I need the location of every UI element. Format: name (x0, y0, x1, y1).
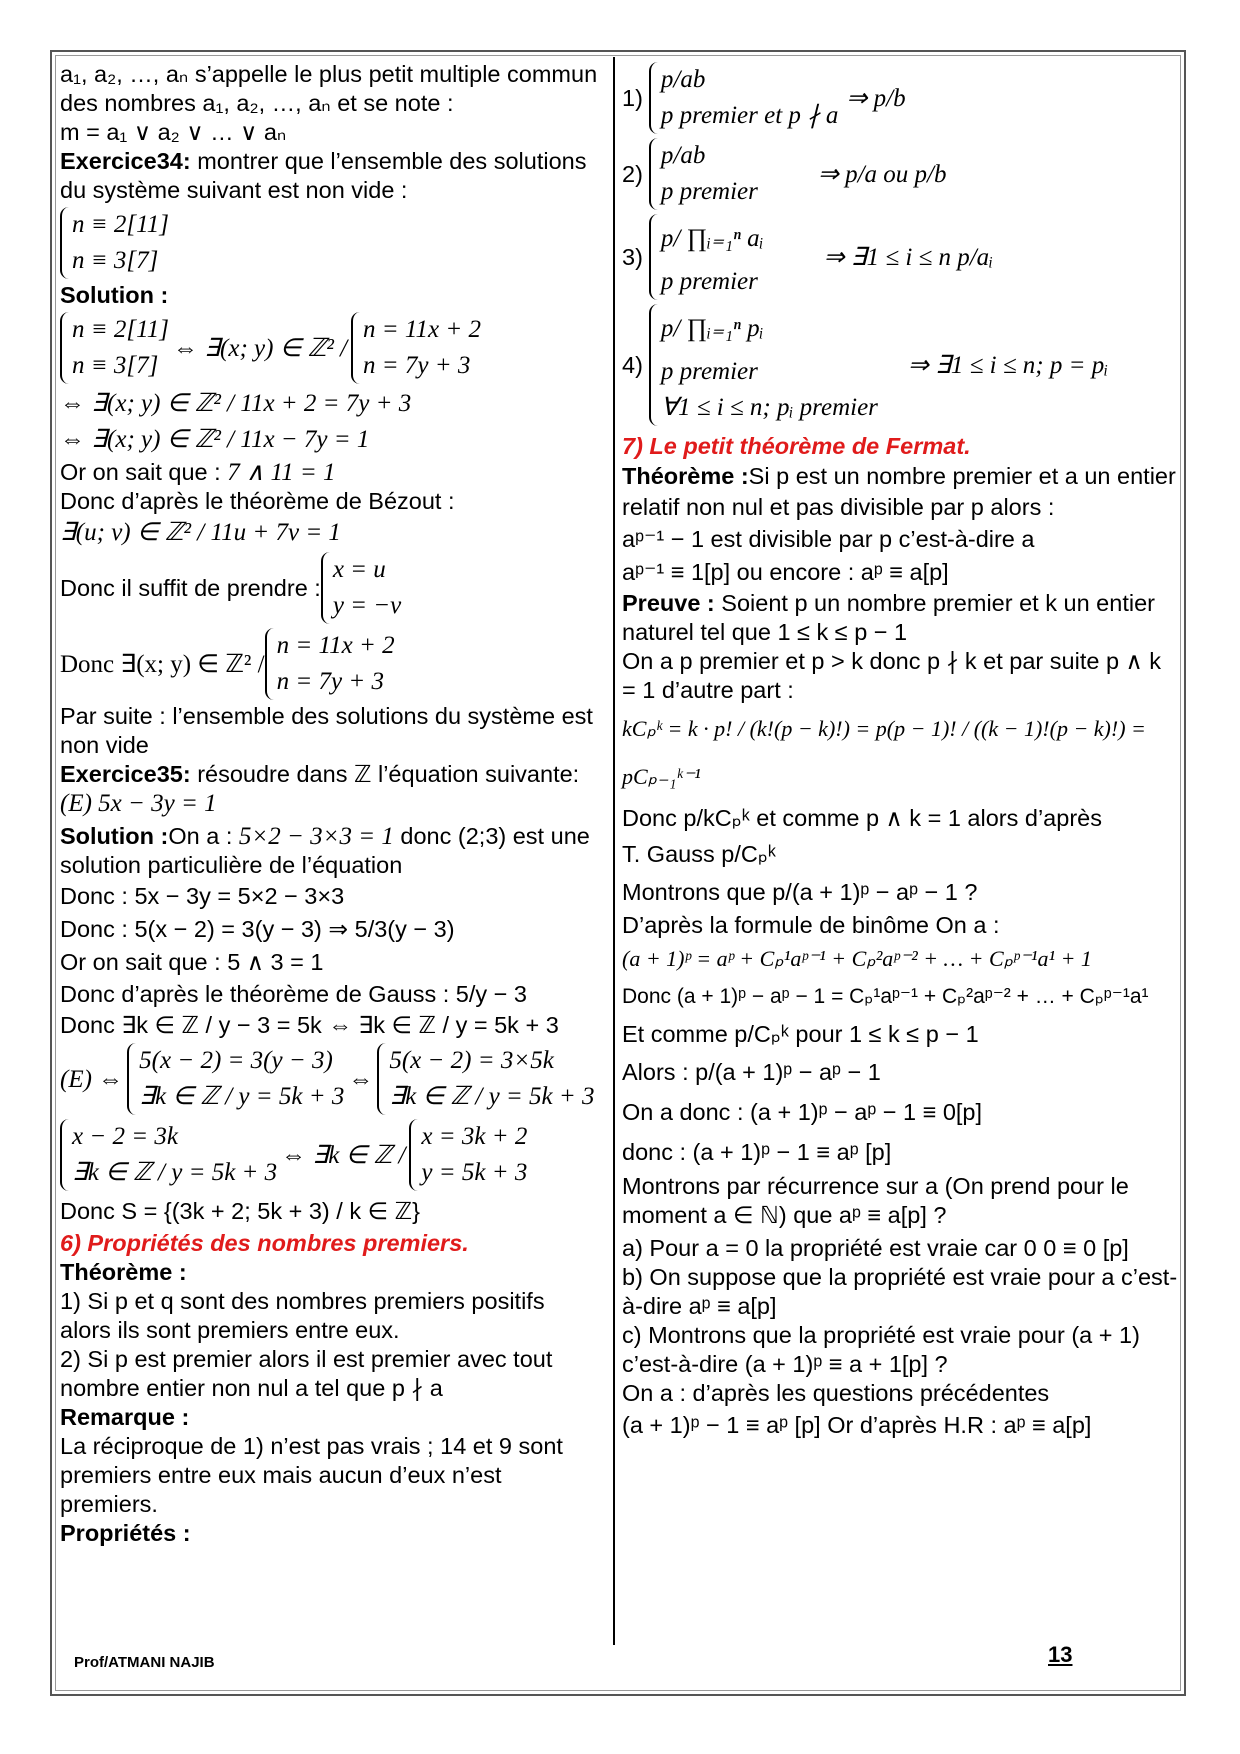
donc-line-3: Donc ∃k ∈ ℤ / y − 3 = 5k ⇔ ∃k ∈ ℤ / y = 5k + 3 (60, 1012, 559, 1038)
step-b: b) On suppose que la propriété est vraie pour a c’est-à-dire aᵖ ≡ a[p] (622, 1264, 1178, 1319)
property-4-number: 4) (622, 351, 643, 378)
fermat-line-1: aᵖ⁻¹ − 1 est divisible par p c’est-à-dire a (622, 526, 1035, 552)
e-equivalence: ⇔ (348, 1065, 374, 1093)
fermat-line-2: aᵖ⁻¹ ≡ 1[p] ou encore : aᵖ ≡ a[p] (622, 559, 949, 585)
brace (649, 62, 658, 134)
brace (377, 1043, 386, 1115)
exercise-35-text: résoudre dans ℤ l’équation suivante: (190, 761, 580, 787)
suffit-row (60, 550, 600, 626)
proof (622, 589, 1180, 647)
exercise-35-equation: (E) 5x − 3y = 1 (60, 790, 217, 817)
suffit-line1: x = u (332, 556, 386, 583)
brace (265, 628, 274, 700)
e-sys-c-line2: ∃k ∈ ℤ / y = 5k + 3 (139, 1083, 345, 1110)
property-3-line1: p/ ∏ᵢ₌₁ⁿ aᵢ (660, 225, 764, 252)
gauss-line: Donc d’après le théorème de Gauss : 5/y − 3 (60, 981, 527, 1007)
donc-line-1: Donc : 5x − 3y = 5×2 − 3×3 (60, 883, 345, 909)
solution-35-text2: donc (2;3) est une solution particulière de l’équation (60, 823, 590, 878)
exercise-35 (60, 760, 600, 818)
property-1-result: ⇒ p/b (846, 84, 906, 112)
exercise-35-title: Exercice35: (60, 761, 191, 787)
fermat-theorem (622, 461, 1180, 523)
f-sys-b-line2: y = 5k + 3 (421, 1159, 528, 1186)
coprime-fact (60, 458, 600, 487)
equivalence-line-1: ⇔ ∃(x; y) ∈ ℤ² / 11x + 2 = 7y + 3 (60, 390, 412, 417)
solution-sys-b-line2: n = 7y + 3 (363, 352, 471, 379)
property-3-line2: p premier (660, 268, 758, 295)
property-1-number: 1) (622, 84, 643, 111)
column-divider (613, 57, 615, 1645)
theorem-item-2: 2) Si p est premier alors il est premier avec tout nombre entier non nul a tel que p ∤ a (60, 1346, 553, 1401)
solution-system-row (60, 310, 600, 386)
coprime-fact-math: 7 ∧ 11 = 1 (227, 459, 336, 486)
e-sys-d-line1: 5(x − 2) = 3×5k (389, 1047, 554, 1074)
donc-exist-text: Donc ∃(x; y) ∈ ℤ² / (60, 650, 265, 678)
page-number: 13 (1048, 1642, 1073, 1667)
solution-set: Donc S = {(3k + 2; 5k + 3) / k ∈ ℤ} (60, 1198, 420, 1224)
left-column (60, 60, 600, 1548)
brace (409, 1119, 418, 1191)
property-1-line2: p premier et p ∤ a (660, 102, 839, 129)
property-2-line2: p premier (660, 178, 758, 205)
theorem-title: Théorème : (60, 1259, 187, 1285)
brace (60, 312, 69, 384)
donc-exist-line1: n = 11x + 2 (276, 632, 395, 659)
e-sys-c-line1: 5(x − 2) = 3(y − 3) (139, 1047, 333, 1074)
fermat-theorem-title: Théorème : (622, 463, 749, 489)
brace (321, 552, 330, 624)
bezout-math: ∃(u; v) ∈ ℤ² / 11u + 7v = 1 (60, 519, 341, 546)
solution-sys-line1: n ≡ 2[11] (72, 316, 169, 343)
last-line: (a + 1)ᵖ − 1 ≡ aᵖ [p] Or d’après H.R : aᵖ ≡ a[p] (622, 1412, 1092, 1438)
brace (649, 214, 658, 300)
e-system-row (60, 1041, 600, 1117)
property-1 (622, 60, 1180, 136)
section-6-heading: 6) Propriétés des nombres premiers. (60, 1230, 469, 1256)
system-a (60, 207, 169, 279)
footer-author: Prof/ATMANI NAJIB (74, 1654, 215, 1671)
solution-sys-b-line1: n = 11x + 2 (363, 316, 482, 343)
exercise-34-title: Exercice34: (60, 148, 191, 174)
coprime-fact-text: Or on sait que : (60, 459, 228, 485)
solution-35-text: On a : (168, 823, 239, 849)
f-sys-a-line2: ∃k ∈ ℤ / y = 5k + 3 (72, 1159, 278, 1186)
property-4-line2: p premier (660, 358, 758, 385)
remark-title: Remarque : (60, 1404, 190, 1430)
property-3-number: 3) (622, 243, 643, 270)
f-system-row (60, 1117, 600, 1193)
alors-line: Alors : p/(a + 1)ᵖ − aᵖ − 1 (622, 1059, 881, 1085)
t-gauss: T. Gauss p/Cₚᵏ (622, 841, 776, 867)
donc-line-2: Donc : 5(x − 2) = 3(y − 3) ⇒ 5/3(y − 3) (60, 916, 455, 942)
on-a-precedentes: On a : d’après les questions précédentes (622, 1380, 1050, 1406)
exercise-34-text: montrer que l’ensemble des solutions du système suivant est non vide : (60, 148, 587, 203)
donc-pk: Donc p/kCₚᵏ et comme p ∧ k = 1 alors d’après (622, 805, 1102, 831)
or-line-2: Or on sait que : 5 ∧ 3 = 1 (60, 949, 324, 975)
solution-35-math: 5×2 − 3×3 = 1 (238, 823, 394, 850)
f-equivalence: ⇔ ∃k ∈ ℤ / (281, 1141, 406, 1169)
brace (60, 207, 69, 279)
donc-binome: Donc (a + 1)ᵖ − aᵖ − 1 = Cₚ¹aᵖ⁻¹ + Cₚ²aᵖ⁻² + … + Cₚᵖ⁻¹a¹ (622, 985, 1149, 1008)
donc-exist-line2: n = 7y + 3 (276, 668, 384, 695)
brace (649, 304, 658, 426)
f-sys-b-line1: x = 3k + 2 (421, 1123, 528, 1150)
on-a-donc: On a donc : (a + 1)ᵖ − aᵖ − 1 ≡ 0[p] (622, 1099, 983, 1125)
step-c: c) Montrons que la propriété est vraie pour (a + 1) c’est-à-dire (a + 1)ᵖ ≡ a + 1[p] ? (622, 1322, 1140, 1377)
proof-onap: On a p premier et p > k donc p ∤ k et par suite p ∧ k = 1 d’autre part : (622, 648, 1162, 703)
right-column (622, 60, 1180, 1442)
brace (127, 1043, 136, 1115)
recurrence-text: Montrons par récurrence sur a (On prend pour le moment a ∈ ℕ) que aᵖ ≡ a[p] ? (622, 1173, 1129, 1228)
exercise-34 (60, 147, 600, 205)
f-sys-a-line1: x − 2 = 3k (72, 1123, 178, 1150)
equivalence-line-2: ⇔ ∃(x; y) ∈ ℤ² / 11x − 7y = 1 (60, 426, 370, 453)
donc-mod: donc : (a + 1)ᵖ − 1 ≡ aᵖ [p] (622, 1139, 892, 1165)
solution-35-title: Solution : (60, 823, 169, 849)
e-sys-d-line2: ∃k ∈ ℤ / y = 5k + 3 (389, 1083, 595, 1110)
section-7-heading: 7) Le petit théorème de Fermat. (622, 433, 971, 459)
property-3-result: ⇒ ∃1 ≤ i ≤ n p/aᵢ (823, 243, 994, 271)
et-comme: Et comme p/Cₚᵏ pour 1 ≤ k ≤ p − 1 (622, 1021, 979, 1047)
property-4-result: ⇒ ∃1 ≤ i ≤ n; p = pᵢ (907, 351, 1109, 379)
step-a: a) Pour a = 0 la propriété est vraie car 0 0 ≡ 0 [p] (622, 1235, 1129, 1261)
system-a-line2: n ≡ 3[7] (72, 247, 159, 274)
solution-title: Solution : (60, 282, 169, 308)
solution-sys-line2: n ≡ 3[7] (72, 352, 159, 379)
property-4-line1: p/ ∏ᵢ₌₁ⁿ pᵢ (660, 315, 764, 342)
bezout-text: Donc d’après le théorème de Bézout : (60, 488, 455, 514)
binomial-fraction: kCₚᵏ = k · p! / (k!(p − k)!) = p(p − 1)! / ((k − 1)!(p − k)!) = pCₚ₋₁ᵏ⁻¹ (622, 716, 1146, 789)
par-suite-text: Par suite : l’ensemble des solutions du système est non vide (60, 703, 593, 758)
theorem-item-1: 1) Si p et q sont des nombres premiers positifs alors ils sont premiers entre eux. (60, 1288, 545, 1343)
proof-title: Preuve : (622, 590, 715, 616)
suffit-line2: y = −v (332, 592, 402, 619)
fermat-theorem-text: Si p est un nombre premier et a un entier relatif non nul et pas divisible par p alors : (622, 463, 1176, 520)
property-2 (622, 136, 1180, 212)
properties-title: Propriétés : (60, 1520, 191, 1546)
property-2-result: ⇒ p/a ou p/b (817, 160, 947, 188)
property-3 (622, 212, 1180, 302)
remark-text: La réciproque de 1) n’est pas vrais ; 14 et 9 sont premiers entre eux mais aucun d’eux n’est premiers. (60, 1433, 563, 1517)
suffit-text: Donc il suffit de prendre : (60, 574, 321, 601)
intro-text: a₁, a₂, …, aₙ s’appelle le plus petit multiple commun des nombres a₁, a₂, …, aₙ et se note : (60, 61, 598, 116)
property-1-line1: p/ab (660, 66, 706, 93)
property-4-line3: ∀1 ≤ i ≤ n; pᵢ premier (660, 394, 878, 421)
property-2-number: 2) (622, 160, 643, 187)
e-lhs: (E) ⇔ (60, 1065, 124, 1093)
donc-exist-row (60, 626, 600, 702)
solution-equivalence: ⇔ ∃(x; y) ∈ ℤ² / (172, 334, 348, 362)
brace (60, 1119, 69, 1191)
montrons-1: Montrons que p/(a + 1)ᵖ − aᵖ − 1 ? (622, 879, 978, 905)
system-a-line1: n ≡ 2[11] (72, 211, 169, 238)
lcm-notation: m = a₁ ∨ a₂ ∨ … ∨ aₙ (60, 119, 287, 145)
property-4 (622, 302, 1180, 428)
brace (649, 138, 658, 210)
brace (351, 312, 360, 384)
proof-text: Soient p un nombre premier et k un entier naturel tel que 1 ≤ k ≤ p − 1 (622, 590, 1155, 645)
binome-equation: (a + 1)ᵖ = aᵖ + Cₚ¹aᵖ⁻¹ + Cₚ²aᵖ⁻² + … + Cₚᵖ⁻¹a¹ + 1 (622, 946, 1092, 971)
solution-35 (60, 822, 600, 880)
binome-text: D’après la formule de binôme On a : (622, 912, 1000, 938)
property-2-line1: p/ab (660, 142, 706, 169)
